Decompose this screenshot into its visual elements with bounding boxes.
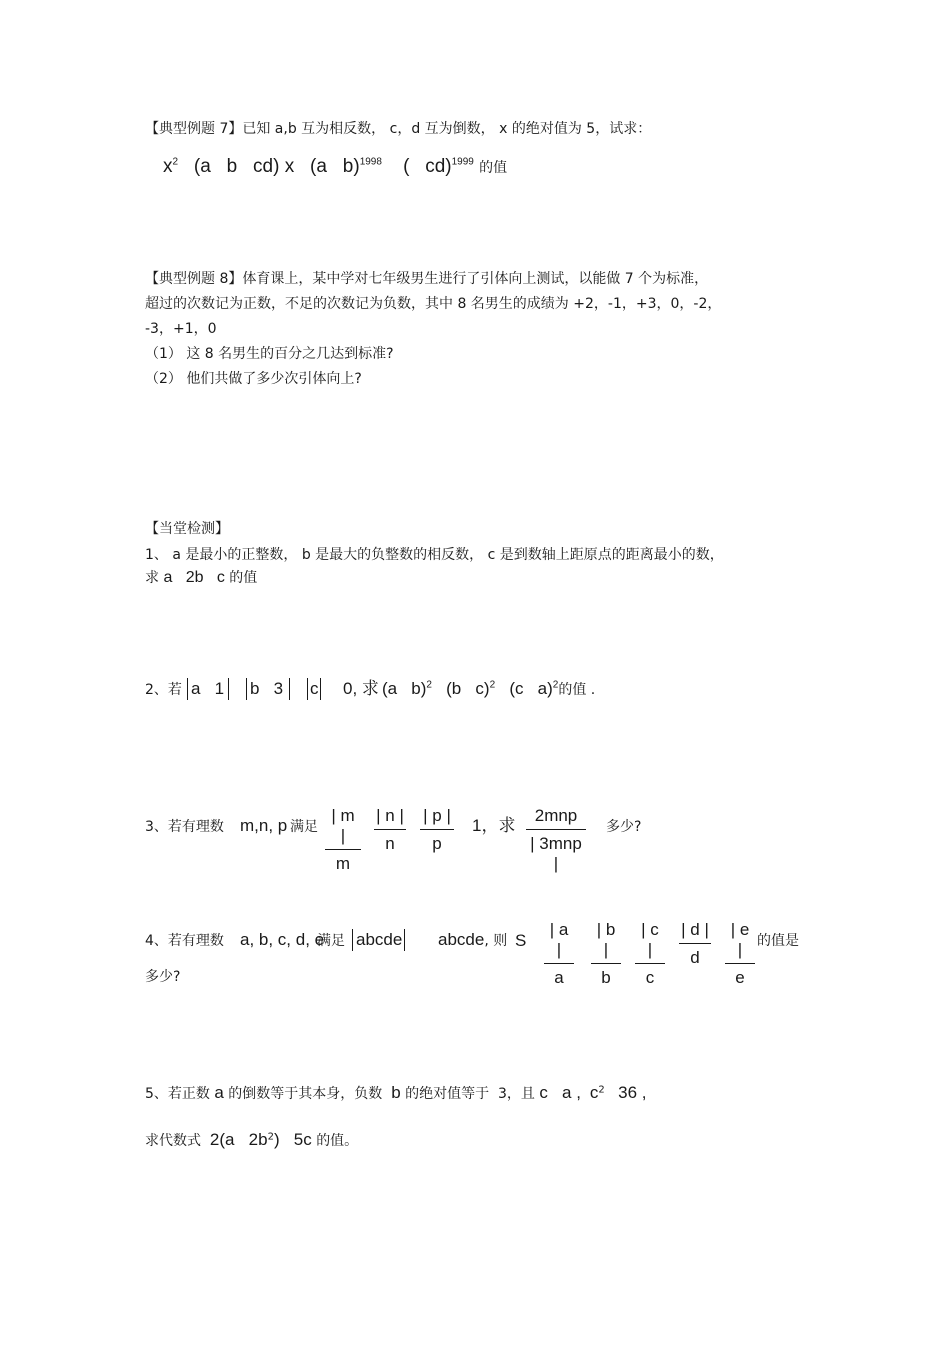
problem2-abs2: b 3 [250,679,284,698]
problem4-rhs: abcde, 则 [438,930,508,949]
example8-line1: 【典型例题 8】体育课上，某中学对七年级男生进行了引体向上测试，以能做 7 个为标准， [145,271,709,287]
problem3-fraction-target: 2mnp | 3mnp | [526,806,586,874]
problem3-fraction-m: $\frac{| m |}{m}$ [325,806,361,874]
problem4-fraction-e: $\frac{| e |}{e}$ [725,920,755,988]
example7-text: 【典型例题 7】已知 a,b 互为相反数， c，d 互为倒数， x 的绝对值为 5，试求： [145,121,652,137]
problem1-line2: 求 a 2b c 的值 [145,569,258,586]
example8-line2: 超过的次数记为正数，不足的次数记为负数，其中 8 名男生的成绩为 +2，-1，+3，0，-2， [145,296,722,312]
problem3-suffix: 多少? [606,819,642,835]
problem4-line2: 多少? [145,969,181,985]
problem3-fraction-n: $\frac{| n |}{n}$ [374,806,406,854]
problem3-prefix: 3、若有理数 [145,819,224,835]
problem4-fraction-c: $\frac{| c |}{c}$ [635,920,665,988]
check-heading: 【当堂检测】 [145,521,229,537]
problem4-suffix: 的值是 [757,933,799,949]
problem3-cond: 满足 [290,819,318,835]
problem4-abs: abcde [356,930,403,949]
example8-line3: -3，+1，0 [145,321,217,337]
example8-question1: （1） 这 8 名男生的百分之几达到标准? [145,346,394,362]
example7-expression: $x^2$ (a b cd) x (a b)$^{1998}$ ( cd)$^{1999}$ 的值 [163,156,508,177]
problem4-s: S [515,931,527,950]
problem3-eq: 1，求 [472,816,516,835]
problem5-line1: 5、若正数 a 的倒数等于其本身，负数 b 的绝对值等于 3，且 c a , $c^2$ 36 , [145,1083,647,1102]
problem1-line1: 1、 a 是最小的正整数， b 是最大的负整数的相反数， c 是到数轴上距原点的距离最小的数， [145,547,724,563]
problem3-fraction-p: $\frac{| p |}{p}$ [420,806,454,854]
problem2-mid: 0, 求 [343,679,379,698]
problem4-vars: a, b, c, d, e [240,930,325,949]
problem2-prefix: 2、若 [145,682,182,698]
problem5-line2: 求代数式 2(a $2b^2$) 5c 的值。 [145,1130,359,1149]
problem4-prefix: 4、若有理数 [145,933,224,949]
problem2-abs1: a 1 [191,679,225,698]
problem4-fraction-b: $\frac{| b |}{b}$ [591,920,621,988]
problem4-fraction-d: $\frac{| d |}{d}$ [679,920,711,968]
problem4-cond: 满足 [317,933,345,949]
problem2-expression: (a b)$^2$ (b c)$^2$ (c a)$^2$的值 . [382,679,596,698]
problem3-vars: m,n, p [240,816,288,835]
problem2-abs3: c [310,679,319,698]
example8-question2: （2） 他们共做了多少次引体向上? [145,371,362,387]
problem4-fraction-a: $\frac{| a |}{a}$ [544,920,574,988]
